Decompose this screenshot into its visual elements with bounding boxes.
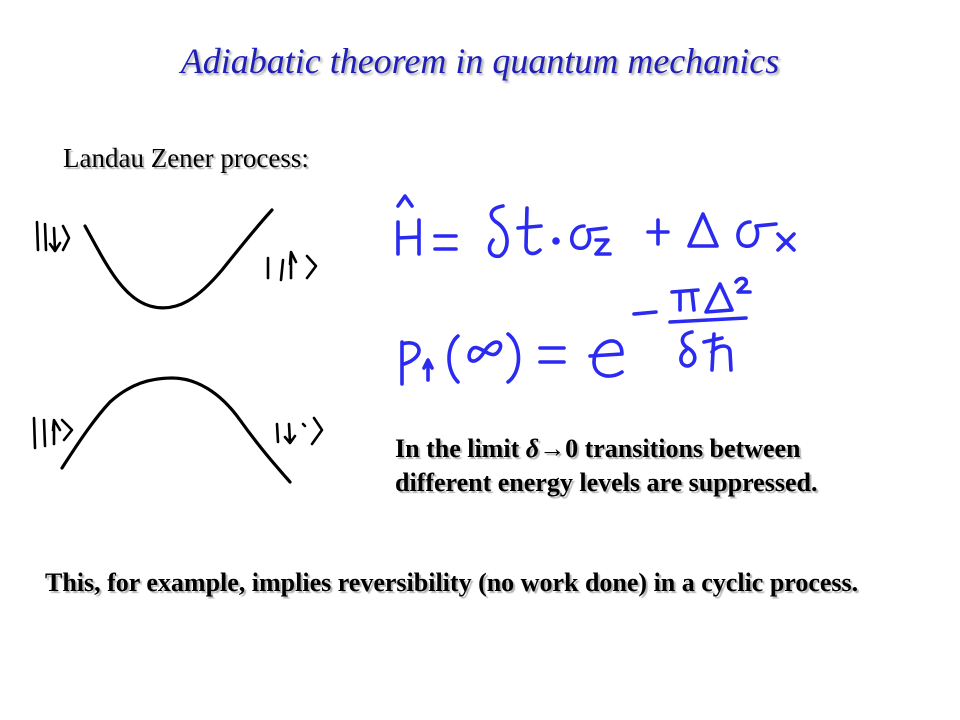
delta-symbol: δ: [525, 434, 540, 463]
ket-up-lower-left: [34, 418, 72, 448]
limit-arrow: →: [539, 434, 566, 463]
slide-title: Adiabatic theorem in quantum mechanics: [180, 41, 780, 81]
ket-down-lower-right: [277, 418, 322, 444]
reversibility-text: This, for example, implies reversibility (no work done) in a cyclic process.: [45, 568, 859, 597]
adiabatic-limit-text: [395, 432, 915, 500]
probability-formula: [402, 278, 750, 384]
hamiltonian-formula: [398, 196, 794, 256]
landau-zener-subtitle: Landau Zener process:: [63, 143, 309, 173]
ket-up-upper-right: [268, 252, 316, 280]
limit-prefix: In the limit: [395, 434, 526, 463]
lower-energy-curve: [62, 378, 290, 482]
limit-suffix: 0 transitions between: [565, 434, 801, 463]
limit-line2: different energy levels are suppressed.: [395, 468, 818, 497]
upper-energy-curve: [85, 210, 272, 308]
ket-down-upper-left: [37, 222, 69, 251]
